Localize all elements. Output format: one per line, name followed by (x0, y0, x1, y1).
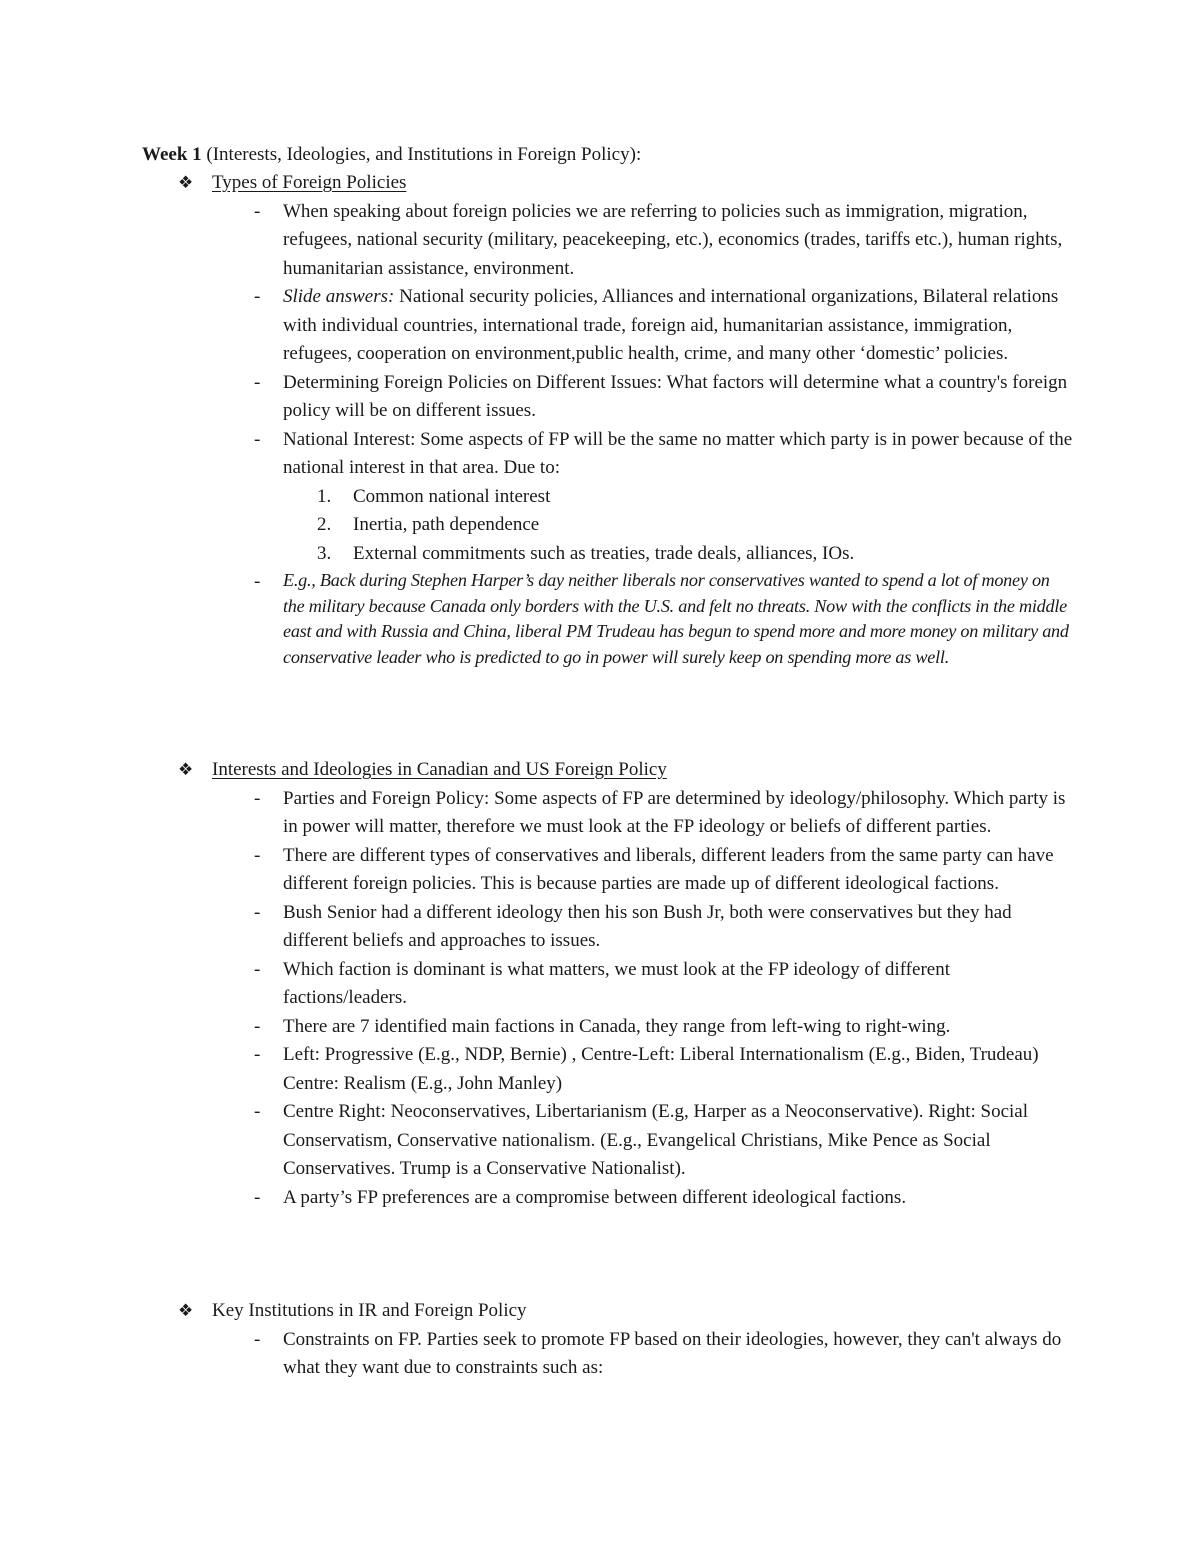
list-item (254, 1326, 1074, 1383)
dash-bullet: - (254, 1015, 261, 1037)
list-item (254, 369, 1074, 426)
bullet-list (254, 785, 1074, 1213)
item-number: 2. (317, 514, 332, 535)
bullet-list (254, 1326, 1074, 1383)
section-title: Key Institutions in IR and Foreign Policy (212, 1300, 527, 1321)
dash-bullet: - (254, 844, 261, 866)
bullet-list (254, 198, 1074, 671)
numbered-item (283, 511, 1074, 540)
dash-bullet: - (254, 958, 261, 980)
item-text: There are 7 identified main factions in Canada, they range from left-wing to right-wing. (283, 1015, 951, 1037)
item-text: Determining Foreign Policies on Different Issues: What factors will determine what a country's foreign policy will be on different issues. (283, 371, 1068, 421)
item-text: National security policies, Alliances and international organizations, Bilateral relations with individual countries, international trade, foreign aid, humanitarian assistance, immigration, refugees, cooperation on environment,public health, crime, and many other ‘domestic’ policies. (283, 286, 1059, 364)
numbered-item (283, 540, 1074, 569)
diamond-bullet-icon: ❖ (178, 1301, 194, 1320)
list-item (254, 842, 1074, 899)
dash-bullet: - (254, 1044, 261, 1065)
list-item (254, 785, 1074, 842)
dash-bullet: - (254, 1186, 261, 1208)
item-text: A party’s FP preferences are a compromise between different ideological factions. (283, 1186, 907, 1208)
item-text: Bush Senior had a different ideology then his son Bush Jr, both were conservatives but they had different beliefs and approaches to issues. (283, 901, 1012, 951)
list-item (254, 1041, 1074, 1098)
item-number: 1. (317, 485, 332, 507)
numbered-text: Common national interest (353, 485, 551, 507)
item-text: Left: Progressive (E.g., NDP, Bernie) , Centre-Left: Liberal Internationalism (E.g., Biden, Trudeau) Centre: Realism (E.g., John Manley) (283, 1044, 1039, 1094)
dash-bullet: - (254, 371, 261, 393)
section-title: Interests and Ideologies in Canadian and US Foreign Policy (212, 759, 667, 780)
dash-bullet: - (254, 1328, 261, 1350)
list-item (254, 899, 1074, 956)
week-subtitle: (Interests, Ideologies, and Institutions in Foreign Policy): (201, 144, 642, 165)
list-item (254, 426, 1074, 569)
item-lead: Slide answers: (283, 286, 395, 307)
dash-bullet: - (254, 571, 261, 592)
section-heading (178, 756, 667, 785)
numbered-text: Inertia, path dependence (353, 514, 540, 535)
item-text: There are different types of conservatives and liberals, different leaders from the same party can have different foreign policies. This is because parties are made up of different ideological factions. (283, 844, 1054, 894)
item-text: Centre Right: Neoconservatives, Libertarianism (E.g, Harper as a Neoconservative). Right: Social Conservatism, Conservative nationalism. (E.g., Evangelical Christians, Mike Pence as Social Conservatives. Trump is a Conservative Nationalist). (283, 1101, 1028, 1179)
dash-bullet: - (254, 200, 261, 222)
list-item (254, 1184, 1074, 1213)
section-title: Types of Foreign Policies (212, 172, 407, 193)
numbered-item (283, 483, 1074, 512)
diamond-bullet-icon: ❖ (178, 760, 194, 779)
item-text: Parties and Foreign Policy: Some aspects of FP are determined by ideology/philosophy. Which party is in power will matter, therefore we must look at the FP ideology or beliefs of different parties. (283, 787, 1066, 837)
item-text: Constraints on FP. Parties seek to promote FP based on their ideologies, however, they can't always do what they want due to constraints such as: (283, 1328, 1062, 1378)
dash-bullet: - (254, 428, 261, 450)
list-item (254, 283, 1074, 369)
dash-bullet: - (254, 286, 261, 307)
item-text: When speaking about foreign policies we are referring to policies such as immigration, migration, refugees, national security (military, peacekeeping, etc.), economics (trades, tariffs etc.), human rights, humanitarian assistance, environment. (283, 200, 1063, 279)
dash-bullet: - (254, 1101, 261, 1122)
dash-bullet: - (254, 787, 261, 809)
dash-bullet: - (254, 901, 261, 923)
item-text: National Interest: Some aspects of FP will be the same no matter which party is in power because of the national interest in that area. Due to: (283, 428, 1073, 478)
week-heading (142, 141, 641, 170)
section-heading (178, 1297, 527, 1326)
item-number: 3. (317, 542, 332, 564)
list-item (254, 198, 1074, 284)
list-item (254, 1098, 1074, 1184)
list-item (254, 568, 1074, 670)
list-item (254, 956, 1074, 1013)
week-label: Week 1 (142, 144, 202, 165)
item-text: Which faction is dominant is what matters, we must look at the FP ideology of different factions/leaders. (283, 958, 950, 1008)
example-text: E.g., Back during Stephen Harper’s day neither liberals nor conservatives wanted to spend a lot of money on the military because Canada only borders with the U.S. and felt no threats. Now with the conflicts in the middle east and with Russia and China, liberal PM Trudeau has begun to spend more and more money on military and conservative leader who is predicted to go in power will surely keep on spending more as well. (283, 570, 1069, 667)
numbered-list (283, 483, 1074, 569)
list-item (254, 1013, 1074, 1042)
diamond-bullet-icon: ❖ (178, 173, 194, 192)
numbered-text: External commitments such as treaties, trade deals, alliances, IOs. (353, 542, 855, 564)
section-heading (178, 169, 406, 198)
